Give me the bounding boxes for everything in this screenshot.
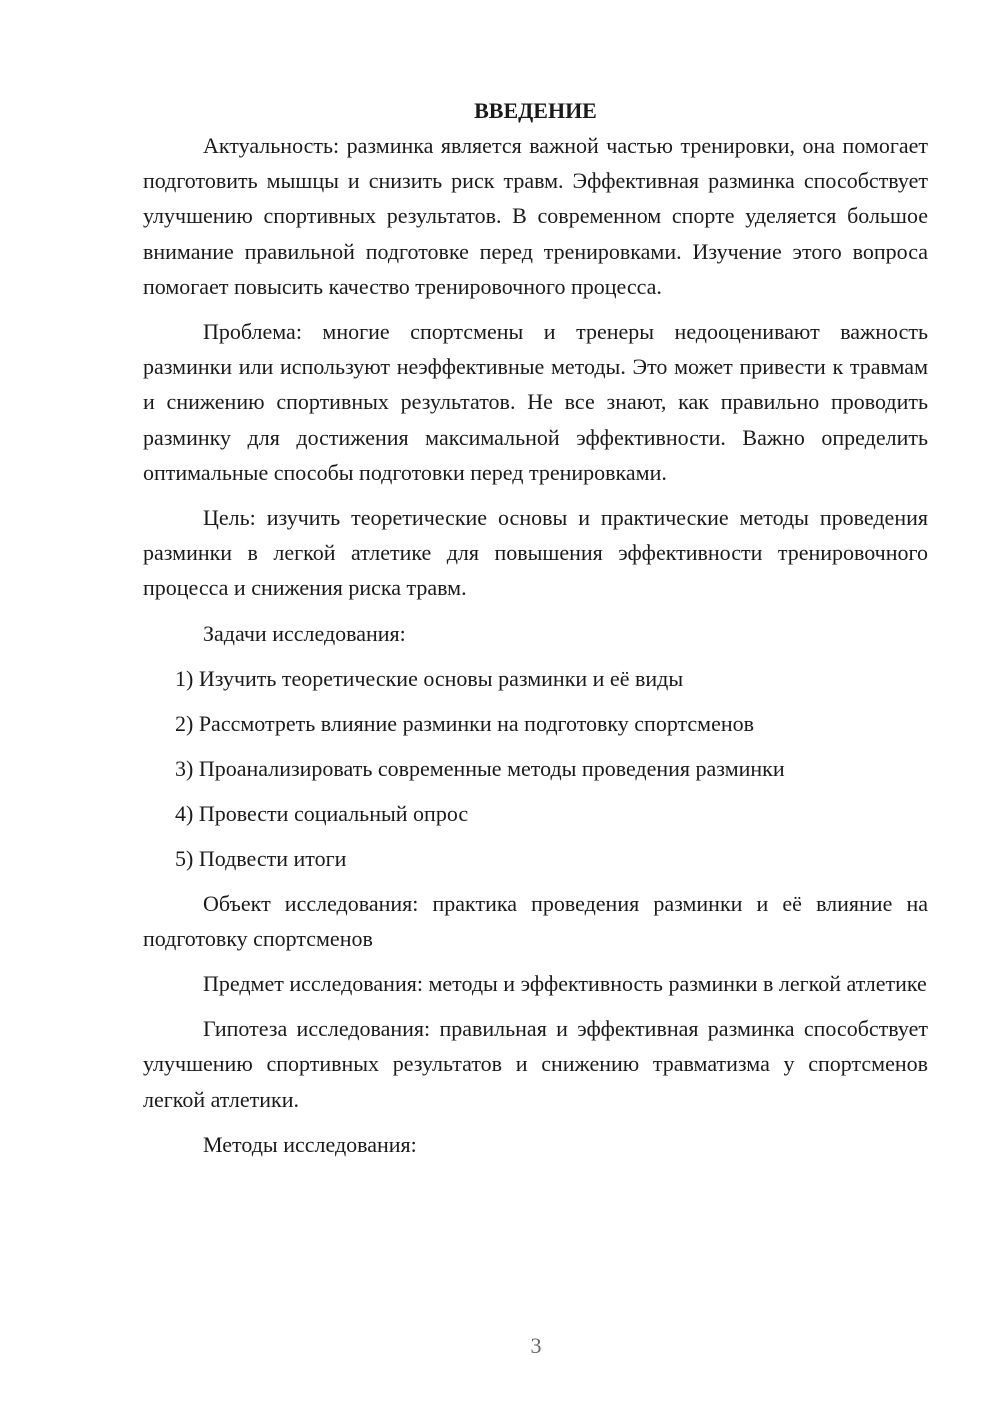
list-item: 5) Подвести итоги (175, 845, 347, 871)
methods-label: Методы исследования: (203, 1131, 417, 1157)
page-body (143, 93, 928, 1172)
hypothesis-paragraph: Гипотеза исследования: правильная и эффективная разминка способствует улучшению спортивных результатов и снижению травматизма у спортсменов легкой атлетики. (143, 1016, 928, 1112)
list-item: 2) Рассмотреть влияние разминки на подготовку спортсменов (175, 710, 755, 736)
list-item: 1) Изучить теоретические основы разминки и её виды (175, 665, 684, 691)
object-paragraph: Объект исследования: практика проведения разминки и её влияние на подготовку спортсменов (143, 890, 928, 951)
list-item: 4) Провести социальный опрос (175, 800, 469, 826)
list-item: 3) Проанализировать современные методы проведения разминки (175, 755, 785, 781)
page-number: 3 (530, 1333, 542, 1358)
relevance-paragraph: Актуальность: разминка является важной частью тренировки, она помогает подготовить мышцы и снизить риск травм. Эффективная разминка способствует улучшению спортивных результатов. В современном спорте уделяется большое внимание правильной подготовке перед тренировками. Изучение этого вопроса помогает повысить качество тренировочного процесса. (143, 133, 928, 299)
goal-paragraph: Цель: изучить теоретические основы и практические методы проведения разминки в легкой атлетике для повышения эффективности тренировочного процесса и снижения риска травм. (143, 505, 928, 601)
subject-paragraph: Предмет исследования: методы и эффективность разминки в легкой атлетике (203, 971, 927, 997)
section-heading: ВВЕДЕНИЕ (474, 98, 597, 123)
problem-paragraph: Проблема: многие спортсмены и тренеры недооценивают важность разминки или используют неэффективные методы. Это может привести к травмам и снижению спортивных результатов. Не все знают, как правильно проводить разминку для достижения максимальной эффективности. Важно определить оптимальные способы подготовки перед тренировками. (143, 319, 928, 485)
tasks-label: Задачи исследования: (203, 620, 406, 646)
tasks-list (143, 661, 928, 876)
